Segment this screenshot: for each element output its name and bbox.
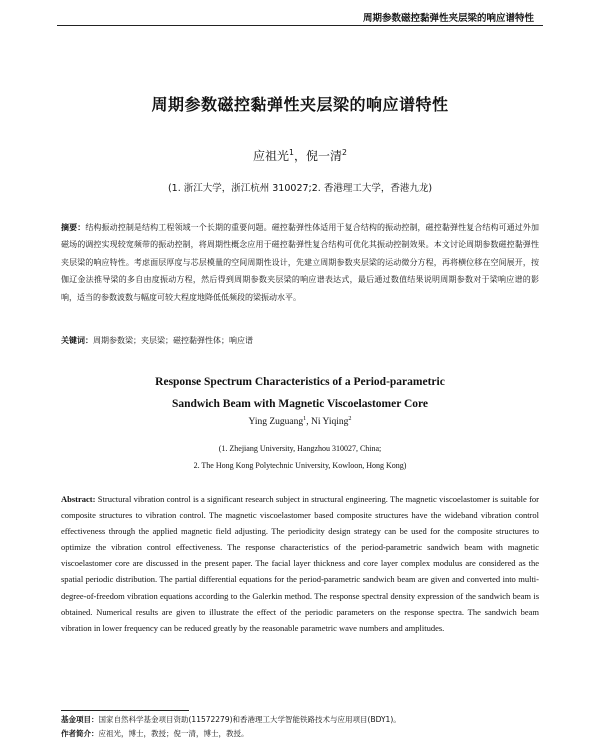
english-author-2-sup: 2 bbox=[348, 415, 352, 422]
footnote-fund-text: 国家自然科学基金项目资助(11572279)和香港理工大学智能铁路技术与应用项目(BDY1)。 bbox=[98, 715, 401, 724]
footnote-fund bbox=[61, 713, 539, 727]
english-affiliation bbox=[0, 440, 600, 474]
english-abstract-label: Abstract: bbox=[61, 494, 96, 504]
chinese-author-2: 倪一清 bbox=[306, 149, 343, 163]
english-abstract-text: Structural vibration control is a significant research subject in structural engineering. The magnetic viscoelastomer is suitable for composite structures to vibration control. The magnetic viscoelastomer based composite structures have the wideband vibration control effectiveness through the applied magnetic field adjusting. The periodicity design strategy can be used for the composite structures to optimize the vibration control effectiveness. The response characteristics of the period-parametric sandwich beam with magnetic viscoelastomer core are discussed in the present paper. The facial layer thickness and core layer complex modulus are considered as the spatial periodic distribution. The partial differential equations for the period-parametric sandwich beam are given and converted into multi-degree-of-freedom vibration equations according to the Galerkin method. The response spectral density expression of the sandwich beam is obtained. Numerical results are given to illustrate the effect of the periodic parameters on the response spectra. The sandwich beam vibration in lower frequency can be reduced greatly by the reasonable parametric wave numbers and amplitudes. bbox=[61, 494, 540, 633]
english-author-2: Ni Yiqing bbox=[310, 417, 349, 427]
footnote-author bbox=[61, 727, 539, 741]
chinese-abstract bbox=[61, 219, 539, 306]
english-affiliation-1: (1. Zhejiang University, Hangzhou 310027, China; bbox=[218, 444, 382, 453]
footnote-author-label: 作者简介： bbox=[61, 729, 99, 738]
english-author-separator: , bbox=[306, 417, 311, 427]
english-authors bbox=[0, 417, 600, 427]
chinese-author-separator: ， bbox=[293, 149, 306, 163]
footnote-fund-label: 基金项目： bbox=[61, 715, 99, 724]
english-title-line-1: Response Spectrum Characteristics of a Period-parametric bbox=[155, 376, 445, 388]
running-head: 周期参数磁控黏弹性夹层梁的响应谱特性 bbox=[362, 13, 534, 24]
chinese-keywords-text: 周期参数梁；夹层梁；磁控黏弹性体；响应谱 bbox=[93, 336, 253, 345]
header-rule bbox=[57, 25, 543, 26]
english-author-1-sup: 1 bbox=[303, 415, 307, 422]
chinese-affiliation: (1. 浙江大学，浙江杭州 310027;2. 香港理工大学，香港九龙) bbox=[167, 183, 433, 194]
chinese-keywords-label: 关键词： bbox=[61, 336, 93, 345]
english-affiliation-2: 2. The Hong Kong Polytechnic University, Kowloon, Hong Kong) bbox=[193, 461, 407, 470]
english-abstract bbox=[61, 491, 539, 636]
chinese-title: 周期参数磁控黏弹性夹层梁的响应谱特性 bbox=[151, 95, 449, 114]
footnote-author-text: 应祖光，博士，教授；倪一清，博士，教授。 bbox=[98, 729, 249, 738]
english-title-line-2: Sandwich Beam with Magnetic Viscoelastomer Core bbox=[171, 398, 429, 410]
chinese-abstract-text: 结构振动控制是结构工程领域一个长期的重要问题。磁控黏弹性体适用于复合结构的振动控制，磁控黏弹性复合结构可通过外加磁场的调控实现较宽频带的振动控制，将周期性概念应用于磁控黏弹性复合结构可优化其振动控制效果。本文讨论周期参数磁控黏弹性夹层梁的响应特性。考虑面层厚度与芯层模量的空间周期性设计，先建立周期参数夹层梁的运动微分方程，再将横位移在空间展开，按伽辽金法推导梁的多自由度振动方程，然后得到周期参数夹层梁的响应谱表达式，最后通过数值结果说明周期参数对于梁响应谱的影响，适当的参数波数与幅度可较大程度地降低低频段的梁振动水平。 bbox=[61, 223, 539, 302]
chinese-author-1-sup: 1 bbox=[289, 148, 294, 157]
chinese-author-1: 应祖光 bbox=[253, 149, 290, 163]
english-title bbox=[0, 371, 600, 415]
chinese-author-2-sup: 2 bbox=[342, 148, 347, 157]
chinese-authors bbox=[0, 147, 600, 164]
chinese-keywords bbox=[61, 334, 539, 348]
chinese-abstract-label: 摘要： bbox=[61, 223, 86, 232]
footnote-rule bbox=[61, 710, 189, 711]
english-author-1: Ying Zuguang bbox=[248, 417, 304, 427]
footnote bbox=[61, 713, 539, 741]
